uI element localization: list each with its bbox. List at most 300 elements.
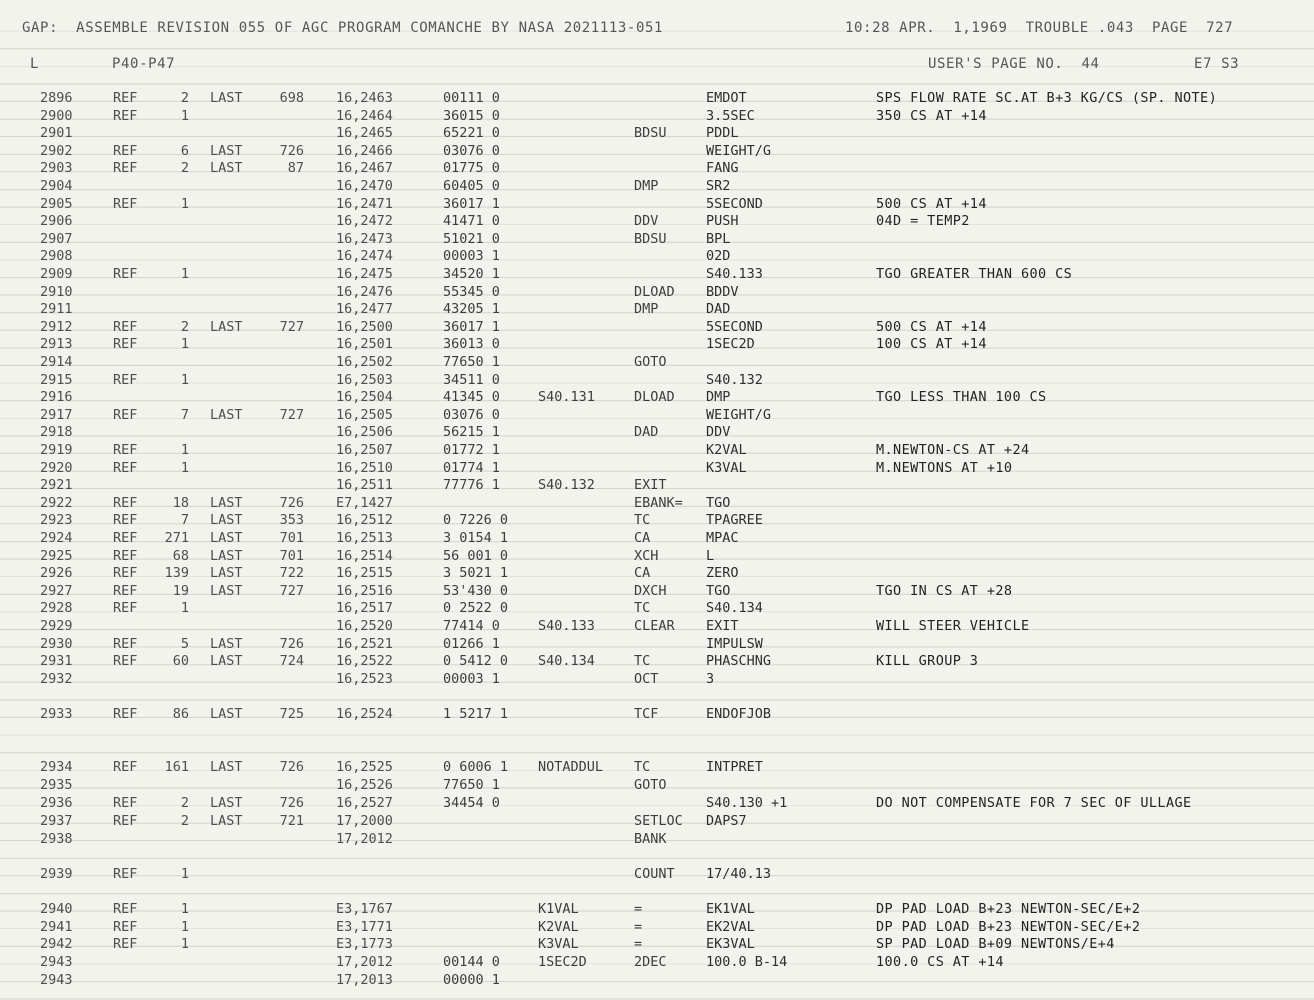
line-number: 2932 (40, 671, 73, 687)
operand: INTPRET (706, 759, 763, 775)
comment: TGO GREATER THAN 600 CS (876, 266, 1073, 282)
octal-word: 0 5412 0 (443, 653, 509, 670)
listing-row (0, 936, 1314, 953)
listing-row (0, 759, 1314, 776)
octal-word: 00000 1 (443, 972, 500, 988)
ref-count: 2 (180, 813, 189, 829)
operand: PUSH (706, 213, 739, 230)
address: 16,2472 (336, 213, 393, 230)
operand: K2VAL (706, 442, 747, 458)
ref-count: 1 (180, 459, 189, 476)
comment: KILL GROUP 3 (876, 653, 979, 670)
last-label: LAST (210, 635, 243, 652)
ref-label: REF (113, 759, 138, 775)
ref-count: 1 (180, 442, 189, 458)
last-page: 726 (279, 142, 304, 159)
ref-label: REF (113, 795, 138, 811)
ref-label: REF (113, 195, 138, 212)
line-number: 2943 (40, 954, 73, 970)
listing-row (0, 548, 1314, 565)
address: 16,2473 (336, 230, 393, 247)
bank-code: E7 S3 (1194, 56, 1240, 72)
octal-word: 41471 0 (443, 213, 500, 230)
last-page: 698 (279, 90, 304, 106)
ref-label: REF (113, 600, 138, 617)
listing-row (0, 248, 1314, 265)
line-number: 2915 (40, 371, 73, 388)
listing-timestamp: 10:28 APR. 1,1969 TROUBLE .043 PAGE 727 (845, 20, 1234, 36)
address: 16,2502 (336, 354, 393, 370)
opcode: BDSU (634, 125, 667, 142)
last-label: LAST (210, 547, 243, 564)
line-number: 2907 (40, 230, 73, 247)
octal-word: 77776 1 (443, 477, 500, 494)
last-label: LAST (210, 142, 243, 159)
opcode: TCF (634, 706, 659, 722)
opcode: = (634, 901, 643, 917)
last-label: LAST (210, 706, 243, 722)
last-page: 701 (279, 530, 304, 546)
ref-label: REF (113, 107, 138, 124)
listing-row (0, 795, 1314, 812)
line-number: 2926 (40, 565, 73, 582)
opcode: = (634, 919, 643, 935)
opcode: GOTO (634, 354, 667, 370)
opcode: DLOAD (634, 389, 675, 406)
octal-word: 01772 1 (443, 442, 500, 458)
line-number: 2900 (40, 107, 73, 124)
address: 16,2474 (336, 248, 393, 265)
symbol-label: NOTADDUL (538, 759, 604, 775)
address: 16,2521 (336, 635, 393, 652)
opcode: TC (634, 512, 651, 529)
operand: BDDV (706, 283, 739, 300)
comment: DO NOT COMPENSATE FOR 7 SEC OF ULLAGE (876, 795, 1192, 811)
operand: DAD (706, 301, 731, 318)
ref-count: 7 (180, 406, 189, 423)
octal-word: 56215 1 (443, 424, 500, 441)
ref-count: 60 (172, 653, 189, 670)
line-number: 2902 (40, 142, 73, 159)
ref-count: 68 (172, 547, 189, 564)
address: 16,2467 (336, 160, 393, 177)
last-label: LAST (210, 653, 243, 670)
last-page: 727 (279, 582, 304, 599)
line-number: 2934 (40, 759, 73, 775)
address: 16,2526 (336, 777, 393, 793)
address: 17,2012 (336, 954, 393, 970)
address: 16,2505 (336, 406, 393, 423)
opcode: GOTO (634, 777, 667, 793)
octal-word: 55345 0 (443, 283, 500, 300)
ref-count: 161 (164, 759, 189, 775)
opcode: BANK (634, 831, 667, 847)
last-page: 726 (279, 795, 304, 811)
address: E3,1771 (336, 919, 393, 935)
last-page: 701 (279, 547, 304, 564)
address: 16,2504 (336, 389, 393, 406)
octal-word: 77650 1 (443, 777, 500, 793)
operand: K3VAL (706, 459, 747, 476)
line-number: 2940 (40, 901, 73, 917)
last-label: LAST (210, 795, 243, 811)
operand: L (706, 547, 715, 564)
octal-word: 00003 1 (443, 671, 500, 687)
listing-row (0, 565, 1314, 582)
ref-label: REF (113, 442, 138, 458)
listing-row (0, 512, 1314, 529)
listing-row (0, 813, 1314, 830)
last-page: 726 (279, 635, 304, 652)
opcode: CLEAR (634, 618, 675, 634)
symbol-label: S40.132 (538, 477, 595, 494)
octal-word: 36017 1 (443, 195, 500, 212)
octal-word: 56 001 0 (443, 547, 509, 564)
comment: 500 CS AT +14 (876, 195, 987, 212)
address: 16,2466 (336, 142, 393, 159)
last-page: 727 (279, 318, 304, 335)
address: 17,2012 (336, 831, 393, 847)
operand: S40.133 (706, 266, 763, 282)
opcode: OCT (634, 671, 659, 687)
operand: IMPULSW (706, 635, 763, 652)
ref-count: 1 (180, 266, 189, 282)
ref-count: 1 (180, 936, 189, 952)
line-number: 2896 (40, 90, 73, 106)
line-number: 2906 (40, 213, 73, 230)
address: 16,2477 (336, 301, 393, 318)
ref-count: 2 (180, 90, 189, 106)
address: 16,2464 (336, 107, 393, 124)
listing-row (0, 301, 1314, 318)
last-page: 726 (279, 494, 304, 511)
ref-label: REF (113, 547, 138, 564)
octal-word: 0 6006 1 (443, 759, 509, 775)
line-number: 2921 (40, 477, 73, 494)
listing-row (0, 831, 1314, 848)
opcode: TC (634, 653, 651, 670)
last-label: LAST (210, 90, 243, 106)
comment: 500 CS AT +14 (876, 318, 987, 335)
octal-word: 03076 0 (443, 142, 500, 159)
octal-word: 77414 0 (443, 618, 500, 634)
line-number: 2919 (40, 442, 73, 458)
operand: DMP (706, 389, 731, 406)
opcode: COUNT (634, 866, 675, 882)
listing-row (0, 354, 1314, 371)
listing-row (0, 618, 1314, 635)
ref-count: 271 (164, 530, 189, 546)
line-number: 2924 (40, 530, 73, 546)
octal-word: 43205 1 (443, 301, 500, 318)
octal-word: 0 2522 0 (443, 600, 509, 617)
address: 16,2522 (336, 653, 393, 670)
listing-row (0, 143, 1314, 160)
opcode: TC (634, 759, 651, 775)
listing-row (0, 866, 1314, 883)
last-label: LAST (210, 530, 243, 546)
address: E3,1767 (336, 901, 393, 917)
address: 16,2517 (336, 600, 393, 617)
ref-label: REF (113, 318, 138, 335)
ref-label: REF (113, 936, 138, 952)
comment: 100.0 CS AT +14 (876, 954, 1004, 970)
line-number: 2931 (40, 653, 73, 670)
comment: DP PAD LOAD B+23 NEWTON-SEC/E+2 (876, 919, 1141, 935)
line-number: 2923 (40, 512, 73, 529)
address: 16,2527 (336, 795, 393, 811)
operand: TGO (706, 494, 731, 511)
address: 16,2500 (336, 318, 393, 335)
ref-count: 1 (180, 336, 189, 353)
opcode: CA (634, 530, 651, 546)
ref-label: REF (113, 813, 138, 829)
line-number: 2925 (40, 547, 73, 564)
operand: TPAGREE (706, 512, 763, 529)
ref-count: 2 (180, 318, 189, 335)
octal-word: 3 0154 1 (443, 530, 509, 546)
operand: EXIT (706, 618, 739, 634)
listing-row (0, 477, 1314, 494)
last-page: 721 (279, 813, 304, 829)
opcode: DMP (634, 178, 659, 194)
program-range: P40-P47 (112, 56, 176, 72)
address: 16,2503 (336, 371, 393, 388)
line-number: 2910 (40, 283, 73, 300)
ref-label: REF (113, 582, 138, 599)
listing-row (0, 213, 1314, 230)
ref-count: 18 (172, 494, 189, 511)
comment: TGO IN CS AT +28 (876, 582, 1013, 599)
last-page: 724 (279, 653, 304, 670)
opcode: DAD (634, 424, 659, 441)
comment: 04D = TEMP2 (876, 213, 970, 230)
address: 17,2013 (336, 972, 393, 988)
last-label: LAST (210, 406, 243, 423)
octal-word: 41345 0 (443, 389, 500, 406)
ref-count: 2 (180, 795, 189, 811)
last-label: LAST (210, 160, 243, 177)
octal-word: 00003 1 (443, 248, 500, 265)
listing-row (0, 495, 1314, 512)
symbol-label: 1SEC2D (538, 954, 587, 970)
ref-label: REF (113, 160, 138, 177)
listing-row (0, 600, 1314, 617)
ref-count: 1 (180, 195, 189, 212)
octal-word: 00111 0 (443, 90, 500, 106)
line-number: 2908 (40, 248, 73, 265)
line-number: 2903 (40, 160, 73, 177)
operand: EMDOT (706, 90, 747, 106)
address: 16,2471 (336, 195, 393, 212)
line-number: 2904 (40, 178, 73, 194)
symbol-label: S40.133 (538, 618, 595, 634)
ref-label: REF (113, 494, 138, 511)
ref-label: REF (113, 90, 138, 106)
octal-word: 51021 0 (443, 230, 500, 247)
line-number: 2929 (40, 618, 73, 634)
ref-count: 1 (180, 107, 189, 124)
octal-word: 65221 0 (443, 125, 500, 142)
octal-word: 53'430 0 (443, 582, 509, 599)
line-number: 2912 (40, 318, 73, 335)
octal-word: 36017 1 (443, 318, 500, 335)
octal-word: 36015 0 (443, 107, 500, 124)
listing-row (0, 972, 1314, 989)
operand: ENDOFJOB (706, 706, 772, 722)
operand: TGO (706, 582, 731, 599)
listing-row (0, 90, 1314, 107)
opcode: EXIT (634, 477, 667, 494)
comment: DP PAD LOAD B+23 NEWTON-SEC/E+2 (876, 901, 1141, 917)
last-label: LAST (210, 813, 243, 829)
ref-label: REF (113, 866, 138, 882)
listing-row (0, 160, 1314, 177)
address: 16,2514 (336, 547, 393, 564)
last-label: LAST (210, 494, 243, 511)
address: 16,2463 (336, 90, 393, 106)
operand: 1SEC2D (706, 336, 755, 353)
address: 16,2475 (336, 266, 393, 282)
listing-row (0, 407, 1314, 424)
line-number: 2943 (40, 972, 73, 988)
operand: PHASCHNG (706, 653, 772, 670)
listing-row (0, 108, 1314, 125)
ref-count: 2 (180, 160, 189, 177)
address: 17,2000 (336, 813, 393, 829)
line-number: 2913 (40, 336, 73, 353)
ref-count: 1 (180, 866, 189, 882)
listing-row (0, 319, 1314, 336)
operand: EK2VAL (706, 919, 755, 935)
listing-row (0, 653, 1314, 670)
operand: EK3VAL (706, 936, 755, 952)
line-number: 2905 (40, 195, 73, 212)
listing-type: L (30, 56, 40, 72)
last-label: LAST (210, 759, 243, 775)
line-number: 2937 (40, 813, 73, 829)
last-page: 353 (279, 512, 304, 529)
last-label: LAST (210, 582, 243, 599)
octal-word: 0 7226 0 (443, 512, 509, 529)
ref-count: 1 (180, 371, 189, 388)
last-label: LAST (210, 318, 243, 335)
operand: PDDL (706, 125, 739, 142)
octal-word: 3 5021 1 (443, 565, 509, 582)
line-number: 2916 (40, 389, 73, 406)
opcode: DMP (634, 301, 659, 318)
last-page: 87 (287, 160, 304, 177)
opcode: DDV (634, 213, 659, 230)
ref-label: REF (113, 371, 138, 388)
line-number: 2917 (40, 406, 73, 423)
listing-row (0, 706, 1314, 723)
line-number: 2922 (40, 494, 73, 511)
listing-row (0, 389, 1314, 406)
ref-count: 1 (180, 919, 189, 935)
ref-label: REF (113, 266, 138, 282)
line-number: 2935 (40, 777, 73, 793)
ref-label: REF (113, 706, 138, 722)
ref-label: REF (113, 635, 138, 652)
listing-row (0, 636, 1314, 653)
operand: 02D (706, 248, 731, 265)
line-number: 2933 (40, 706, 73, 722)
ref-count: 139 (164, 565, 189, 582)
listing-title: GAP: ASSEMBLE REVISION 055 OF AGC PROGRAM COMANCHE BY NASA 2021113-051 (22, 20, 664, 36)
comment: 100 CS AT +14 (876, 336, 987, 353)
address: 16,2525 (336, 759, 393, 775)
octal-word: 60405 0 (443, 178, 500, 194)
operand: ZERO (706, 565, 739, 582)
address: 16,2511 (336, 477, 393, 494)
operand: EK1VAL (706, 901, 755, 917)
listing-row (0, 372, 1314, 389)
symbol-label: K3VAL (538, 936, 579, 952)
address: 16,2501 (336, 336, 393, 353)
line-number: 2942 (40, 936, 73, 952)
address: 16,2520 (336, 618, 393, 634)
ref-label: REF (113, 336, 138, 353)
listing-row (0, 460, 1314, 477)
opcode: CA (634, 565, 651, 582)
last-page: 726 (279, 759, 304, 775)
users-page-number: USER'S PAGE NO. 44 (928, 56, 1100, 72)
address: 16,2513 (336, 530, 393, 546)
octal-word: 00144 0 (443, 954, 500, 970)
listing-row (0, 919, 1314, 936)
address: E3,1773 (336, 936, 393, 952)
address: 16,2476 (336, 283, 393, 300)
operand: S40.130 +1 (706, 795, 788, 811)
comment: TGO LESS THAN 100 CS (876, 389, 1047, 406)
ref-count: 19 (172, 582, 189, 599)
listing-row (0, 125, 1314, 142)
opcode: XCH (634, 547, 659, 564)
ref-count: 5 (180, 635, 189, 652)
octal-word: 01266 1 (443, 635, 500, 652)
operand: S40.134 (706, 600, 763, 617)
octal-word: 34454 0 (443, 795, 500, 811)
listing-row (0, 777, 1314, 794)
operand: DAPS7 (706, 813, 747, 829)
opcode: DXCH (634, 582, 667, 599)
line-number: 2928 (40, 600, 73, 617)
address: 16,2516 (336, 582, 393, 599)
line-number: 2927 (40, 582, 73, 599)
octal-word: 34520 1 (443, 266, 500, 282)
octal-word: 1 5217 1 (443, 706, 509, 722)
operand: FANG (706, 160, 739, 177)
octal-word: 34511 0 (443, 371, 500, 388)
opcode: = (634, 936, 643, 952)
octal-word: 77650 1 (443, 354, 500, 370)
octal-word: 01774 1 (443, 459, 500, 476)
opcode: 2DEC (634, 954, 667, 970)
line-number: 2920 (40, 459, 73, 476)
address: 16,2470 (336, 178, 393, 194)
comment: WILL STEER VEHICLE (876, 618, 1030, 634)
operand: BPL (706, 230, 731, 247)
last-page: 725 (279, 706, 304, 722)
ref-count: 86 (172, 706, 189, 722)
symbol-label: S40.131 (538, 389, 595, 406)
address: E7,1427 (336, 494, 393, 511)
opcode: SETLOC (634, 813, 683, 829)
line-number: 2918 (40, 424, 73, 441)
last-label: LAST (210, 512, 243, 529)
ref-label: REF (113, 653, 138, 670)
